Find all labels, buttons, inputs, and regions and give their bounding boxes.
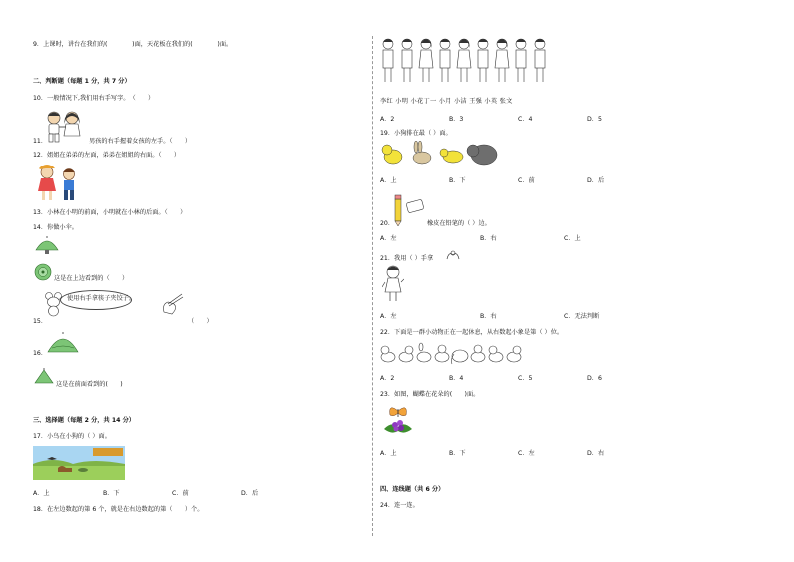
handshake-icon [445, 249, 461, 263]
umbrella-front-view-image [33, 368, 55, 386]
speech-bubble-text: 使用右手拿筷子夹饺子。 [67, 295, 136, 302]
children-in-a-row-image [380, 36, 550, 96]
q17-option-a[interactable]: A．上 [33, 490, 50, 497]
umbrella-side-view-image [34, 236, 60, 256]
resting-animals-image [380, 342, 522, 366]
hand-chopsticks-image [160, 292, 184, 316]
q20-option-b[interactable]: B．右 [480, 235, 497, 242]
umbrella-top-view-image [34, 263, 52, 281]
q23-option-d[interactable]: D．右 [587, 450, 605, 457]
q19-option-b[interactable]: B．下 [449, 177, 466, 184]
q17-option-d[interactable]: D．后 [241, 490, 259, 497]
section-2-title: 二、判断题（每题 1 分，共 7 分） [33, 78, 131, 85]
question-21: 21．我用（ ）手拿 [380, 255, 434, 262]
q17-option-c[interactable]: C．前 [172, 490, 189, 497]
question-14: 14．你做小伞。 [33, 224, 78, 231]
q18-option-a[interactable]: A．2 [380, 116, 395, 123]
column-divider [372, 36, 373, 536]
bird-dog-scene-image [33, 446, 125, 480]
pencil-eraser-image [392, 193, 428, 227]
q20-option-c[interactable]: C．上 [564, 235, 581, 242]
question-22: 22．下面是一群小动物正在一起休息，从右数起小象是第（ ）位。 [380, 329, 564, 336]
q20-option-a[interactable]: A．左 [380, 235, 397, 242]
question-18: 18．在左边数起的第 6 个，就是在右边数起的第（ ）个。 [33, 506, 204, 513]
q22-option-d[interactable]: D．6 [587, 375, 602, 382]
q19-option-d[interactable]: D．后 [587, 177, 605, 184]
question-12: 12．姐姐在弟弟的左面，弟弟在姐姐的右面。（ ） [33, 152, 181, 159]
mouse-image [43, 291, 65, 317]
section-4-title: 四、连线题（共 6 分） [380, 486, 445, 493]
question-20: 橡皮在铅笔的（ ）边。 [427, 220, 491, 227]
q22-option-b[interactable]: B．4 [449, 375, 464, 382]
q23-option-a[interactable]: A．上 [380, 450, 397, 457]
question-14-statement: 这是在上边看到的（ ） [54, 275, 129, 282]
q22-option-c[interactable]: C．5 [518, 375, 533, 382]
q18-option-d[interactable]: D．5 [587, 116, 602, 123]
children-names: 李红 小明 小花丁一 小月 小洁 王强 小英 张文 [380, 98, 513, 105]
question-13: 13．小林在小明的前面，小明就在小林的后面。（ ） [33, 209, 187, 216]
sister-brother-image [33, 164, 85, 202]
q21-option-b[interactable]: B．右 [480, 313, 497, 320]
q21-option-a[interactable]: A．左 [380, 313, 397, 320]
umbrella-side-view-image-2 [46, 332, 80, 356]
butterfly-flower-image [380, 403, 416, 439]
girl-image [382, 265, 404, 303]
q23-option-b[interactable]: B．下 [449, 450, 466, 457]
question-11-number: 11． [33, 138, 48, 145]
question-16-number: 16． [33, 350, 48, 357]
question-19: 19．小狗排在最（ ）面。 [380, 130, 452, 137]
question-17: 17．小鸟在小狗的（ ）面。 [33, 433, 111, 440]
animals-in-a-row-image [380, 141, 504, 171]
q17-option-b[interactable]: B．下 [103, 490, 120, 497]
question-15-number: 15． [33, 318, 48, 325]
question-10: 10．一般情况下,我们用右手写字。 （ ） [33, 95, 155, 102]
question-15-answer-paren: （ ） [188, 318, 213, 325]
section-3-title: 三、选择题（每题 2 分，共 14 分） [33, 417, 135, 424]
question-9: 9．上课时，讲台在我们的( )面，天花板在我们的( )面。 [33, 41, 233, 48]
question-16-statement: 这是在前面看到的( ) [56, 381, 123, 388]
q19-option-c[interactable]: C．前 [518, 177, 535, 184]
question-23: 23．如图，蝴蝶在花朵的( )面。 [380, 391, 480, 398]
q18-option-c[interactable]: C．4 [518, 116, 533, 123]
question-20-number: 20． [380, 220, 395, 227]
boy-girl-holding-hands-image [43, 110, 83, 144]
question-11: 男孩的右手握着女孩的左手。（ ） [89, 138, 192, 145]
q22-option-a[interactable]: A．2 [380, 375, 395, 382]
q21-option-c[interactable]: C．无法判断 [564, 313, 600, 320]
q23-option-c[interactable]: C．左 [518, 450, 535, 457]
question-24: 24．连一连。 [380, 502, 419, 509]
q19-option-a[interactable]: A．上 [380, 177, 397, 184]
q18-option-b[interactable]: B．3 [449, 116, 464, 123]
